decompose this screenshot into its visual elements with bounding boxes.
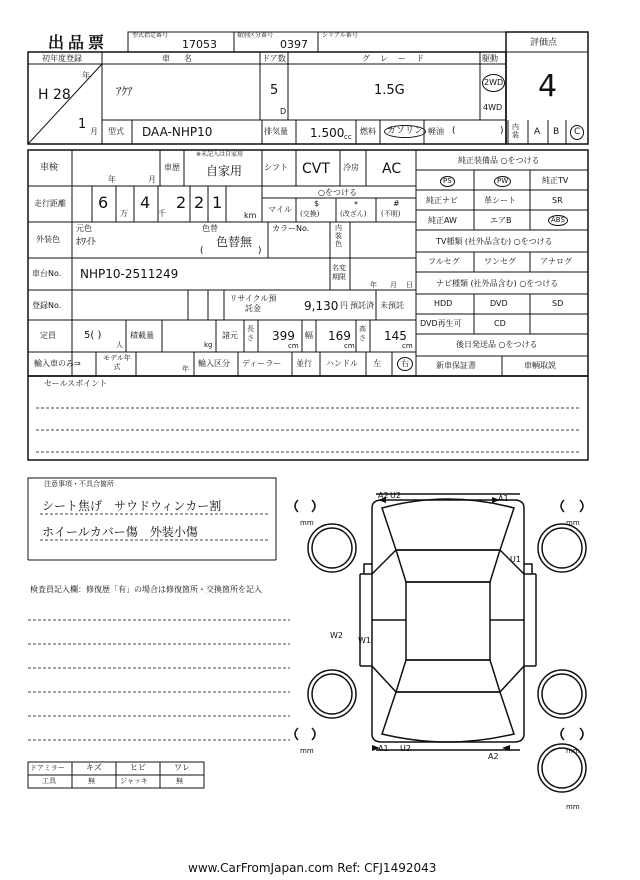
shift-label: シフト	[264, 163, 288, 172]
shaken-label: 車検	[40, 163, 59, 173]
unit-km: km	[244, 211, 257, 220]
unit-sen: 千	[158, 209, 166, 218]
genuine-aw: 純正AW	[428, 216, 457, 225]
mileage-digit-1: 6	[98, 193, 109, 212]
damage-u2-bottom: U2	[400, 744, 411, 753]
damage-u1: U1	[510, 555, 521, 564]
drive-4wd: 4WD	[483, 103, 503, 112]
handle-label: ハンドル	[326, 359, 358, 368]
doors-label: ドア数	[262, 54, 286, 63]
exchange-symbol: $	[314, 199, 320, 208]
mileage-digit-5: 1	[212, 193, 223, 212]
year-unit: 年	[82, 71, 90, 80]
length-label: 長さ	[247, 325, 254, 342]
changed-color-label: 色替	[202, 224, 218, 233]
unknown-symbol: #	[393, 199, 400, 208]
name-change-year: 年	[370, 281, 377, 289]
doors-sub: D	[280, 107, 287, 116]
orig-color-label: 元色	[76, 224, 92, 233]
interior-b: B	[553, 127, 560, 137]
recycle-unit: 円	[340, 301, 348, 310]
abs-circled: ABS	[548, 215, 568, 226]
tool-value: 無	[88, 777, 95, 785]
history-label: 車歴	[164, 163, 180, 172]
mileage-digit-2: 4	[140, 193, 151, 212]
first-reg-era: H 28	[38, 87, 71, 103]
kizu-label: キズ	[86, 763, 102, 772]
class-number: 0397	[280, 38, 308, 51]
model-cert-number: 17053	[182, 38, 217, 51]
first-reg-month: 1	[78, 117, 87, 132]
leather-seat: 革シート	[484, 196, 516, 205]
navi-dvd: DVD	[490, 299, 508, 308]
recycle-label: リサイクル預託金	[229, 294, 277, 313]
damage-a1-bottom: A1	[378, 744, 389, 753]
displacement-unit: cc	[344, 133, 352, 141]
interior-a: A	[534, 127, 541, 137]
width-unit: cm	[344, 342, 355, 350]
name-change-label: 名変期限	[332, 264, 346, 281]
mm-spare: mm	[566, 803, 580, 811]
power-steering-circled: PS	[440, 176, 455, 187]
model-year-unit: 年	[182, 365, 189, 373]
ac-value: AC	[382, 161, 402, 177]
jack-label: ジャッキ	[120, 777, 148, 785]
note-line-2: ホイールカバー傷 外装小傷	[42, 525, 198, 539]
height-value: 145	[384, 329, 407, 343]
color-paren-open: (	[200, 246, 204, 256]
damage-a2-top: A2	[378, 491, 389, 500]
vehicle-manual: 車輌取説	[524, 361, 556, 370]
shift-value: CVT	[302, 161, 330, 177]
later-shipment-label: 後日発送品 ○をつける	[456, 340, 538, 349]
spec-label: 諸元	[222, 331, 238, 340]
mm-rear-left: mm	[300, 747, 314, 755]
displacement-label: 排気量	[264, 127, 288, 136]
door-mirror-label: ドアミラー	[30, 764, 65, 772]
model-cert-label: 型式指定番号	[132, 32, 169, 39]
cd: CD	[494, 319, 506, 328]
changed-color: 色替無	[216, 235, 253, 249]
interior-c-circled: C	[570, 125, 584, 140]
height-label: 高さ	[359, 325, 366, 342]
mileage-digit-4: 2	[194, 193, 205, 212]
score-label: 評価点	[530, 38, 558, 48]
name-change-day: 日	[406, 281, 413, 289]
airbag: エアB	[490, 216, 512, 225]
damage-u2-top: U2	[390, 491, 401, 500]
orig-color: ﾎﾜｲﾄ	[76, 237, 96, 248]
chassis-label: 車台No.	[32, 269, 62, 278]
analog: アナログ	[540, 257, 572, 266]
sunroof: SR	[552, 196, 563, 205]
mm-front-right: mm	[566, 519, 580, 527]
damage-a1-top: A1	[498, 494, 509, 503]
handle-left: 左	[373, 359, 381, 368]
month-unit: 月	[90, 127, 98, 136]
doors-value: 5	[270, 83, 279, 98]
interior-label: 内装	[512, 123, 519, 139]
serial-label: シリアル番号	[322, 32, 358, 39]
jack-value: 無	[176, 777, 183, 785]
mileage-digit-3: 2	[176, 193, 187, 212]
grade-label: グレード	[362, 54, 434, 63]
unknown-label: (不明)	[381, 210, 401, 218]
length-unit: cm	[288, 342, 299, 350]
damage-a2-bottom: A2	[488, 752, 499, 761]
form-title: 出品票	[48, 33, 109, 52]
damage-w1: W1	[358, 636, 371, 645]
model-type-label: 型式	[108, 127, 124, 136]
dvd-playable: DVD再生可	[420, 319, 462, 328]
import-only-label: 輸入車のみ⇒	[34, 359, 81, 368]
notes-label: 注意事項・不具合箇所	[44, 480, 114, 488]
first-reg-label: 初年度登録	[42, 54, 82, 63]
mile-label: マイル	[268, 205, 292, 214]
unit-man: 万	[120, 209, 128, 218]
capacity: 5( )	[84, 330, 102, 341]
class-label: 類別区分番号	[237, 32, 274, 39]
exterior-color-label: 外装色	[36, 235, 60, 244]
circle-note: ○をつける	[318, 188, 357, 197]
tv-type-label: TV種類 (社外品含む) ○をつける	[436, 237, 553, 246]
width-label: 幅	[305, 331, 313, 340]
fuel-label: 燃料	[360, 127, 376, 136]
hibi-label: ヒビ	[130, 763, 146, 772]
recycle-unpaid: 未預託	[380, 301, 404, 310]
tamper-symbol: *	[354, 200, 358, 209]
fuel-gasoline-circled: ガソリン	[384, 125, 426, 138]
inspector-note-label: 検査員記入欄：修復歴「有」の場合は修復箇所・交換箇所を記入	[30, 585, 262, 594]
load-unit: kg	[204, 341, 213, 349]
reg-label: 登録No.	[32, 301, 62, 310]
history-note: ※未記入は自家用	[196, 151, 244, 158]
recycle-amount: 9,130	[304, 299, 339, 313]
shaken-month: 月	[148, 175, 156, 184]
paren-open: (	[452, 126, 456, 136]
model-type: DAA-NHP10	[142, 125, 213, 139]
width-value: 169	[328, 329, 351, 343]
genuine-tv: 純正TV	[542, 176, 569, 185]
note-line-1: シート焦げ サウドウィンカー割	[42, 499, 222, 513]
navi-hdd: HDD	[434, 299, 453, 308]
ware-label: ワレ	[174, 763, 190, 772]
height-unit: cm	[402, 342, 413, 350]
sales-point-label: セールスポイント	[44, 379, 108, 388]
damage-w2: W2	[330, 631, 343, 640]
history-value: 自家用	[206, 164, 243, 178]
ac-label: 冷房	[343, 163, 359, 172]
fullseg: フルセグ	[428, 257, 460, 266]
name-change-month: 月	[390, 281, 397, 289]
parallel: 並行	[296, 359, 312, 368]
model-year-label: モデル年式	[103, 354, 131, 371]
tool-label: 工具	[42, 777, 56, 785]
load-label: 積載量	[130, 331, 154, 340]
light-oil: 軽油	[428, 127, 444, 136]
car-name-label: 車名	[162, 54, 206, 63]
oneseg: ワンセグ	[484, 257, 516, 266]
genuine-equipment-label: 純正装備品 ○をつける	[458, 156, 540, 165]
navi-sd: SD	[552, 299, 564, 308]
handle-right-circled: 右	[397, 357, 413, 371]
car-name: ｱｸｱ	[116, 85, 133, 98]
mileage-label: 走行距離	[34, 199, 66, 208]
tamper-label: (改ざん)	[340, 210, 367, 218]
dealer: ディーラー	[242, 359, 282, 368]
recycle-paid: 預託済	[350, 301, 374, 310]
shaken-year: 年	[108, 175, 116, 184]
capacity-label: 定員	[40, 331, 56, 340]
grade-value: 1.5G	[374, 83, 405, 98]
exchange-label: (交換)	[300, 210, 320, 218]
power-window-circled: PW	[494, 176, 511, 187]
interior-color-label: 内装色	[335, 224, 342, 248]
navi-type-label: ナビ種類 (社外品含む) ○をつける	[436, 279, 559, 288]
capacity-unit: 人	[116, 341, 123, 349]
drive-label: 駆動	[482, 54, 498, 63]
import-class-label: 輸入区分	[198, 359, 230, 368]
genuine-navi: 純正ナビ	[426, 196, 458, 205]
drive-2wd-circled: 2WD	[482, 74, 505, 92]
new-car-warranty: 新車保証書	[436, 361, 476, 370]
score-value: 4	[538, 69, 558, 104]
chassis-number: NHP10-2511249	[80, 267, 179, 281]
displacement: 1.500	[310, 126, 345, 140]
color-no-label: カラーNo.	[272, 224, 310, 233]
mm-front-left: mm	[300, 519, 314, 527]
length-value: 399	[272, 329, 295, 343]
mm-rear-right: mm	[566, 747, 580, 755]
paren-close: )	[500, 126, 504, 136]
color-paren-close: )	[258, 246, 262, 256]
footer-watermark: www.CarFromJapan.com Ref: CFJ1492043	[188, 861, 437, 875]
